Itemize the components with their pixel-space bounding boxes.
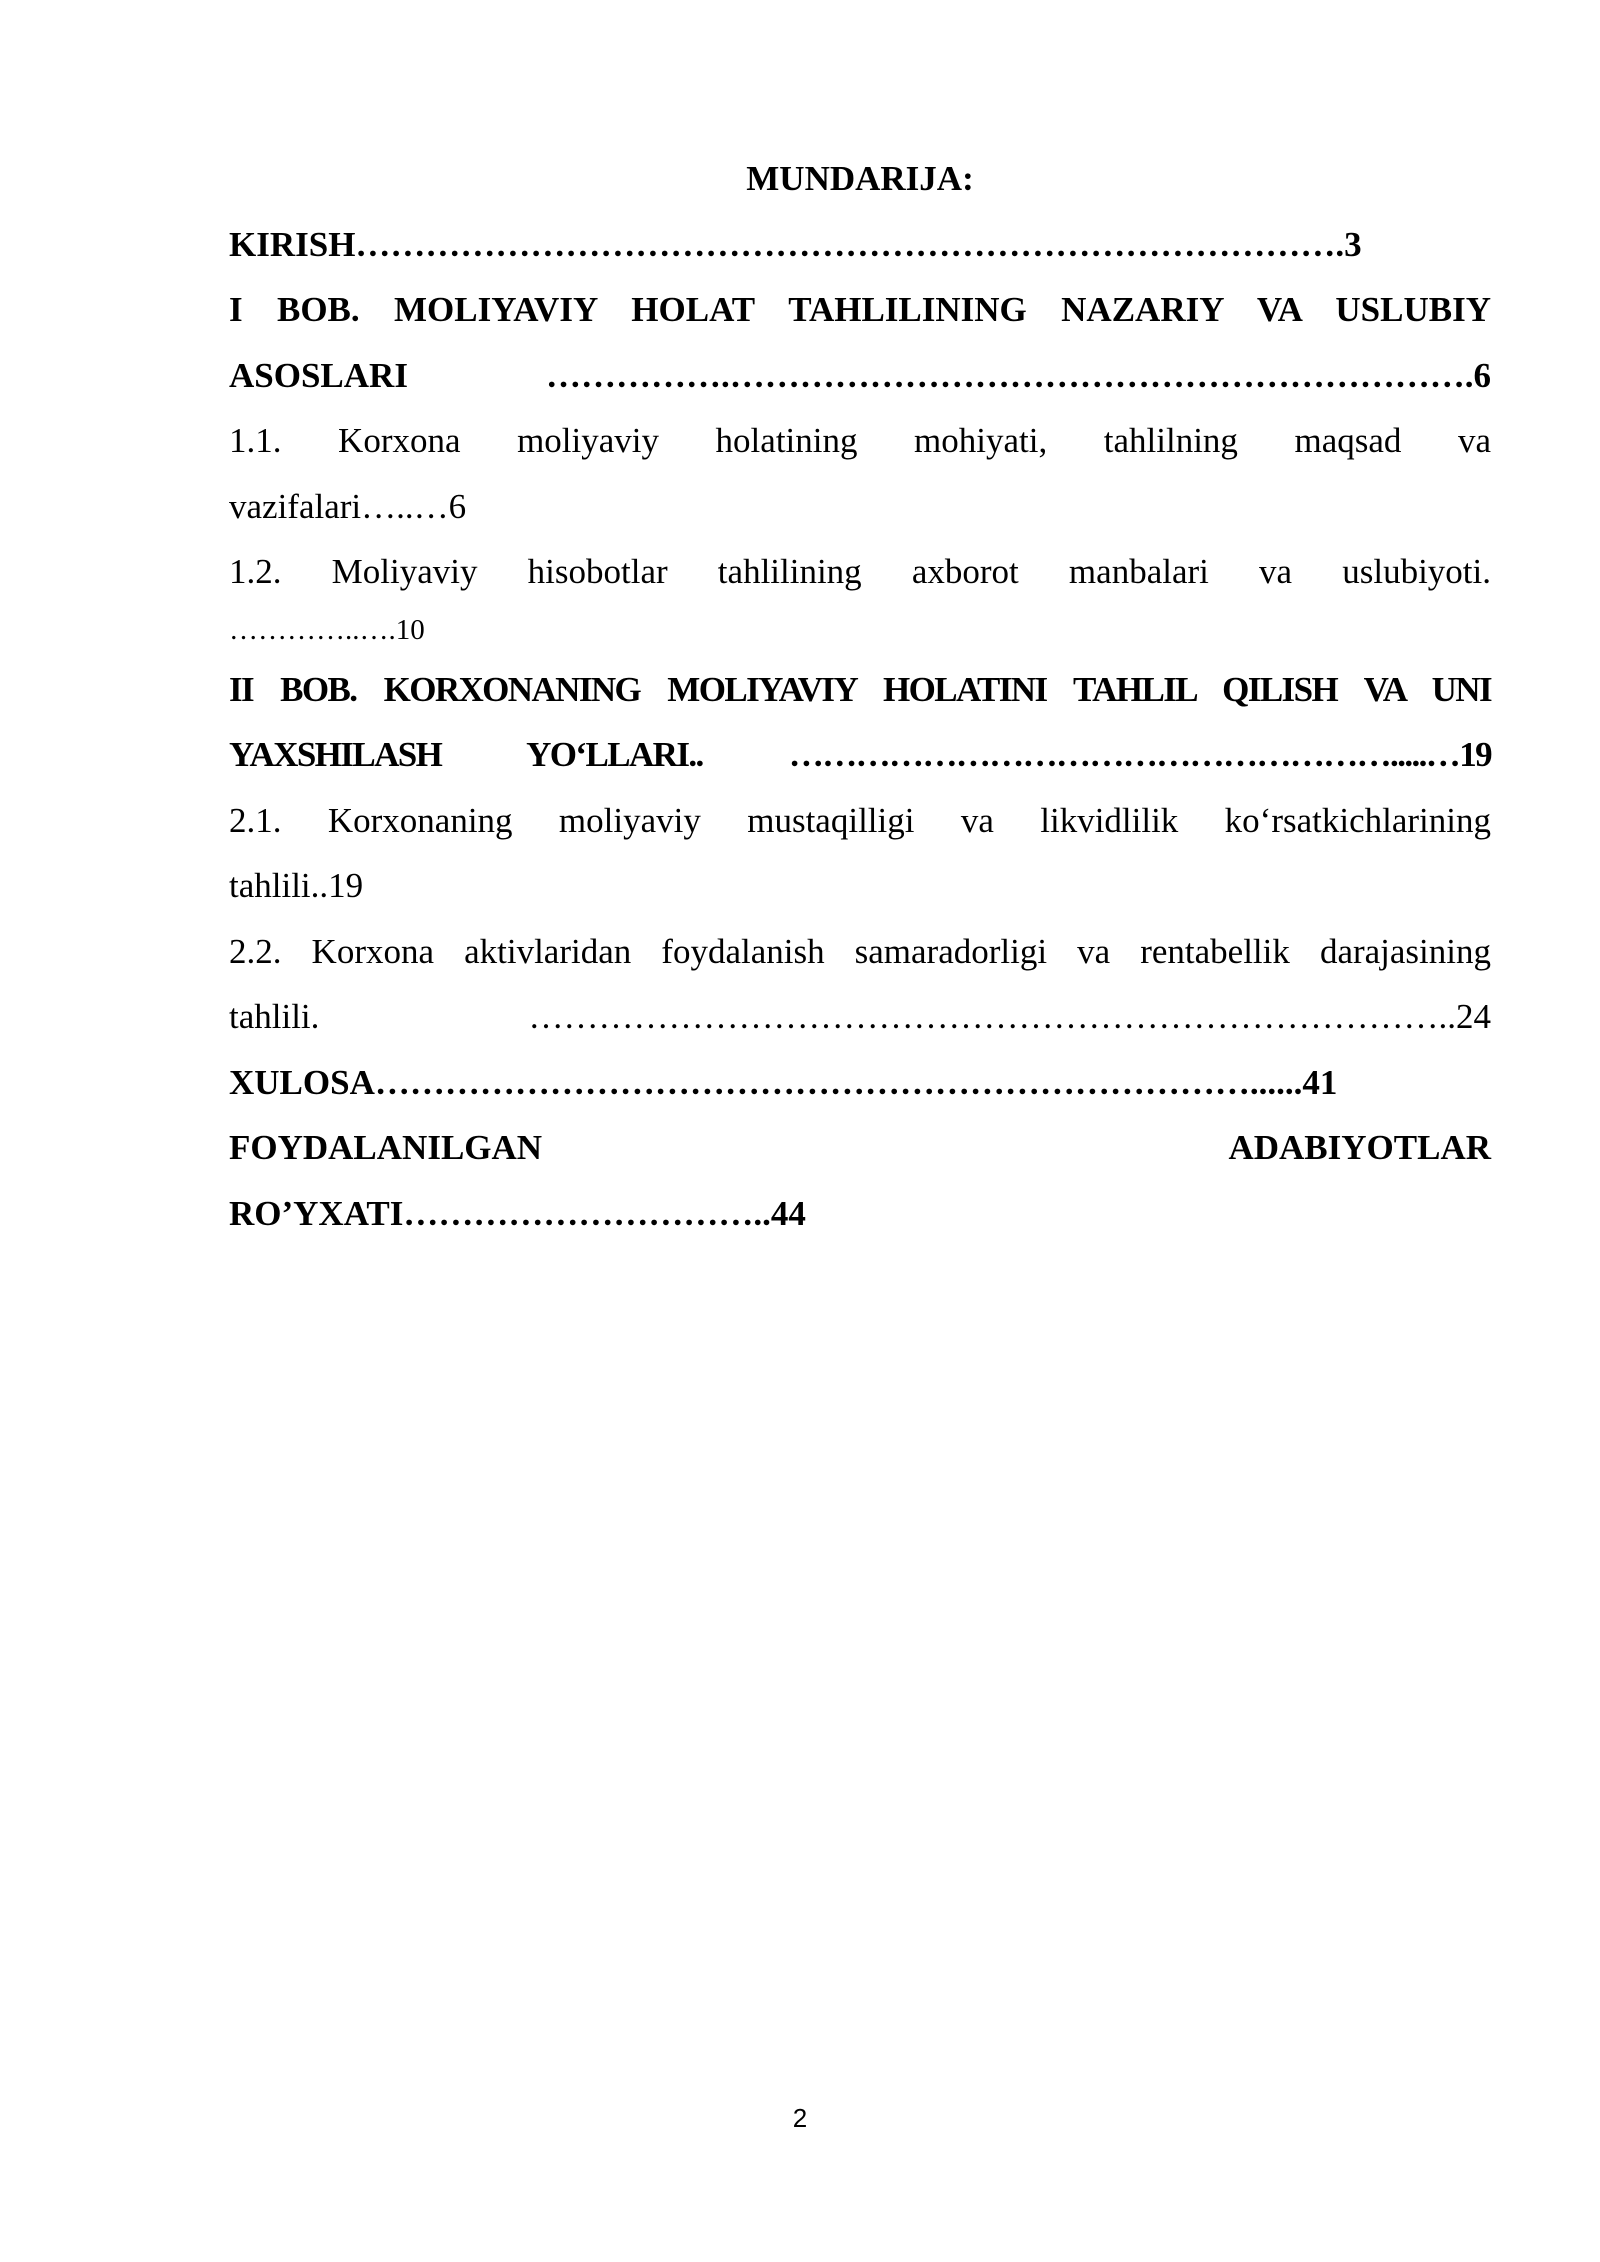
toc-entry-section-1-2-cont: …………..….10 bbox=[229, 613, 425, 646]
toc-entry-section-2-1-cont: tahlili..19 bbox=[229, 866, 364, 905]
toc-entry-chapter-2: II BOB. KORXONANING MOLIYAVIY HOLATINI TAHLIL QILISH VA UNI bbox=[229, 669, 1491, 709]
toc-entry-chapter-1: I BOB. MOLIYAVIY HOLAT TAHLILINING NAZARIY VA USLUBIY bbox=[229, 290, 1491, 329]
toc-entry-references-cont: RO’YXATI…………………………..44 bbox=[229, 1193, 806, 1233]
toc-entry-section-2-1: 2.1. Korxonaning moliyaviy mustaqilligi va likvidlilik ko‘rsatkichlarining bbox=[229, 800, 1491, 840]
toc-entry-kirish: KIRISH………………………………………………………………………….3 bbox=[229, 224, 1362, 264]
toc-entry-section-1-1: 1.1. Korxona moliyaviy holatining mohiyati, tahlilning maqsad va bbox=[229, 421, 1491, 460]
toc-entry-section-1-2: 1.2. Moliyaviy hisobotlar tahlilining axborot manbalari va uslubiyoti. bbox=[229, 552, 1491, 591]
toc-entry-chapter-2-cont: YAXSHILASH YO‘LLARI.. ……………………………………………….....…19 bbox=[229, 735, 1491, 774]
toc-entry-references: FOYDALANILGAN ADABIYOTLAR bbox=[229, 1128, 1491, 1167]
toc-entry-section-1-1-cont: vazifalari…..…6 bbox=[229, 486, 467, 526]
toc-entry-chapter-1-cont: ASOSLARI …………….……………………………………………………….6 bbox=[229, 355, 1491, 395]
page-number: 2 bbox=[792, 2103, 808, 2133]
table-of-contents bbox=[229, 146, 1491, 1246]
toc-entry-section-2-2: 2.2. Korxona aktivlaridan foydalanish samaradorligi va rentabellik darajasining bbox=[229, 931, 1491, 971]
toc-entry-xulosa: XULOSA…………………………………………………………………......41 bbox=[229, 1062, 1338, 1102]
toc-heading: MUNDARIJA: bbox=[746, 159, 974, 198]
toc-entry-section-2-2-cont: tahlili. ……………………………………………………………………..24 bbox=[229, 997, 1491, 1036]
